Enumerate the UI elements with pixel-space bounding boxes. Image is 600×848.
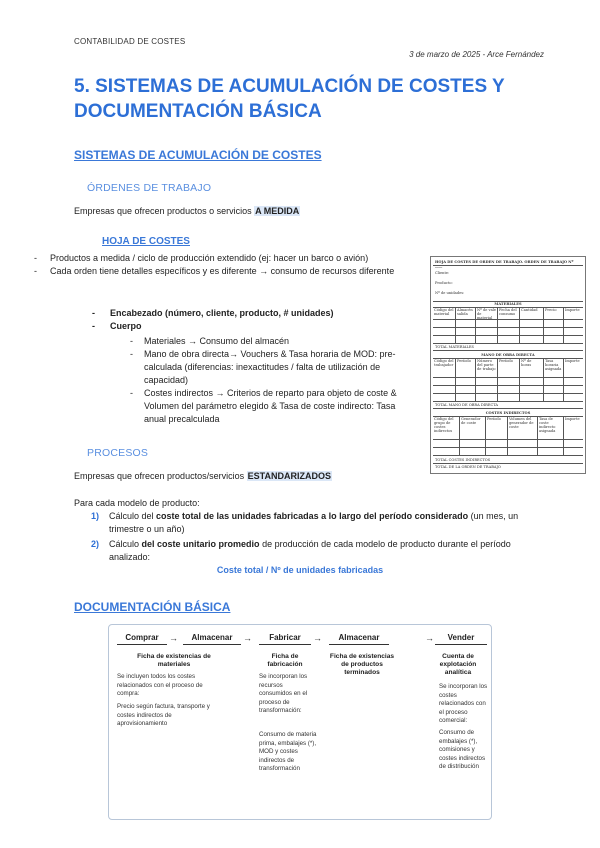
arrow-right-icon: → [243,633,252,643]
ordenes-list [34,252,422,278]
form-total-mod: TOTAL MANO DE OBRA DIRECTA [435,403,499,407]
encabezado-text: Encabezado (número, cliente, producto, # unidades) [110,308,334,318]
form-divider [433,455,583,456]
form-col-header: Cantidad [521,308,538,312]
form-grid [497,307,498,343]
ordenes-intro-text: Empresas que ofrecen productos o servicios [74,206,252,216]
form-col-header: Generador de coste [461,417,481,425]
form-ci: COSTES INDIRECTOS [485,411,531,415]
form-grid [519,358,520,401]
form-col-header: Fecha del consumo [499,308,517,316]
procesos-intro-text: Empresas que ofrecen productos/servicios [74,471,245,481]
card-text: Consumo de materia prima, embalajes (*), MOD y costes indirectos de transformación [259,731,317,772]
cuerpo-item [92,320,414,426]
form-col-header: Importe [565,308,580,312]
encabezado-item [92,307,414,320]
arrow-right-icon: → [313,633,322,643]
procesos-intro-highlight: ESTANDARIZADOS [247,471,331,481]
form-grid [459,416,460,455]
hoja-costes-form-image [430,256,586,474]
form-col-header: Precio [545,308,557,312]
step-pre: Cálculo del [109,511,154,521]
form-col-header: Tasa horaria asignada [545,359,562,371]
form-mod: MANO DE OBRA DIRECTA [481,353,535,357]
form-grid [563,358,564,401]
course-header: CONTABILIDAD DE COSTES [74,37,186,46]
list-item: - Cada orden tiene detalles específicos y es diferente → consumo de recursos diferente [34,265,422,278]
form-grid [543,307,544,343]
list-item: - Productos a medida / ciclo de producción extendido (ej: hacer un barco o avión) [34,252,422,265]
step-text [109,510,531,536]
arrow-right-icon: → [425,633,434,643]
form-title: HOJA DE COSTES DE ORDEN DE TRABAJO. ORDEN DE TRABAJO Nº ____ [435,260,574,268]
form-divider [433,350,583,351]
form-grid [485,416,486,455]
form-divider [433,343,583,344]
list-item: - Mano de obra directa→ Vouchers & Tasa horaria de MOD: pre-calculada (diferencias: inexactitudes / falta de utilización de capacidad) [130,348,414,387]
form-grid [497,358,498,401]
flow-step-almacenar-2: Almacenar [329,631,389,645]
form-materiales: MATERIALES [494,302,522,306]
form-producto: Producto: [435,281,453,285]
form-col-header: Período [487,417,501,421]
step-number: 2) [91,539,100,549]
form-col-header: Tasa de coste indirecto asignada [539,417,556,433]
form-divider [433,265,583,266]
step-item [91,538,531,564]
para-cada-modelo: Para cada modelo de producto: [74,498,200,508]
form-grid [537,416,538,455]
form-total-ci: TOTAL COSTES INDIRECTOS [435,458,491,462]
form-col-header: Código del grupo de costes indirectos [434,417,454,433]
cuerpo-sublist [130,335,414,426]
form-cliente: Cliente: [435,271,450,275]
form-divider [433,401,583,402]
form-divider [433,439,583,440]
form-col-header: Importe [565,417,580,421]
form-divider [433,408,583,409]
step-bold: coste total de las unidades fabricadas a lo largo del período considerado [156,511,469,521]
form-col-header: Nº de horas [521,359,532,367]
form-col-header: Volumen del generador de coste [509,417,534,429]
flow-step-comprar: Comprar [117,631,167,645]
form-grid [475,358,476,401]
form-col-header: Código del trabajador [434,359,454,367]
form-unidades: Nº de unidades: [435,291,465,295]
form-col-header: Período [499,359,513,363]
flow-step-almacenar: Almacenar [183,631,241,645]
formula: Coste total / Nº de unidades fabricadas [216,565,384,575]
form-grid [475,307,476,343]
arrow-right-icon: → [169,633,178,643]
date-author: 3 de marzo de 2025 - Arce Fernández [409,50,544,59]
form-divider [433,463,583,464]
form-grid [507,416,508,455]
card-title-fabricacion: Ficha de fabricación [267,653,303,668]
form-col-header: Almacén salida [457,308,473,316]
form-grid [543,358,544,401]
cuerpo-text: Cuerpo [110,321,142,331]
form-grid [455,358,456,401]
form-grid [563,307,564,343]
ordenes-intro [74,205,300,218]
step-item [91,510,531,536]
card-title-productos-terminados: Ficha de existencias de productos terminados [329,653,395,676]
form-total-orden: TOTAL DE LA ORDEN DE TRABAJO [435,465,501,469]
form-col-header: Nº de vale de material [477,308,496,320]
flow-step-vender: Vender [435,631,487,645]
form-grid [519,307,520,343]
hoja-costes-structure [92,307,414,426]
form-col-header: Número del parte de trabajo [477,359,496,371]
card-title-materiales: Ficha de existencias de materiales [137,653,211,668]
card-text: Se incorporan los costes relacionados con el proceso comercial: [439,683,488,724]
card-text: Se incorporan los recursos consumidos en el proceso de transformación: [259,673,308,714]
flow-step-fabricar: Fabricar [259,631,311,645]
form-divider [433,447,583,448]
step-post: de producción de cada modelo de producto durante el período analizado: [109,539,511,562]
card-title-explotacion: Cuenta de explotación analítica [439,653,477,676]
form-total-materiales: TOTAL MATERIALES [435,345,474,349]
step-bold: del coste unitario promedio [141,539,260,549]
subheading-procesos: PROCESOS [87,447,149,459]
step-number: 1) [91,511,100,521]
section-heading-acumulacion: SISTEMAS DE ACUMULACIÓN DE COSTES [74,148,322,162]
documentation-flow-diagram [108,624,492,820]
section-heading-documentacion: DOCUMENTACIÓN BÁSICA [74,600,231,614]
list-item: - Costes indirectos → Criterios de reparto para objeto de coste & Volumen del parámetro elegido & Tasa de coste indirecto: Tasa anual precalculada [130,387,414,426]
card-text: Consumo de embalajes (*), comisiones y costes indirectos de distribución [439,729,486,770]
ordenes-intro-highlight: A MEDIDA [255,206,300,216]
form-grid [563,416,564,455]
step-text [109,538,531,564]
list-item: - Materiales → Consumo del almacén [130,335,414,348]
step-pre: Cálculo [109,539,140,549]
procesos-intro [74,470,332,483]
page-title: 5. SISTEMAS DE ACUMULACIÓN DE COSTES Y DOCUMENTACIÓN BÁSICA [74,76,505,122]
step-post: (un mes, un trimestre o un año) [109,511,519,534]
card-text: Precio según factura, transporte y costes indirectos de aprovisionamiento [117,703,210,727]
subheading-hoja-costes: HOJA DE COSTES [102,236,190,247]
procesos-steps [91,510,531,564]
form-grid [455,307,456,343]
form-col-header: Importe [565,359,580,363]
form-col-header: Código del material [434,308,454,316]
form-col-header: Período [457,359,471,363]
subheading-ordenes: ÓRDENES DE TRABAJO [87,182,212,194]
card-text: Se incluyen todos los costes relacionados con el proceso de compra: [117,673,203,697]
